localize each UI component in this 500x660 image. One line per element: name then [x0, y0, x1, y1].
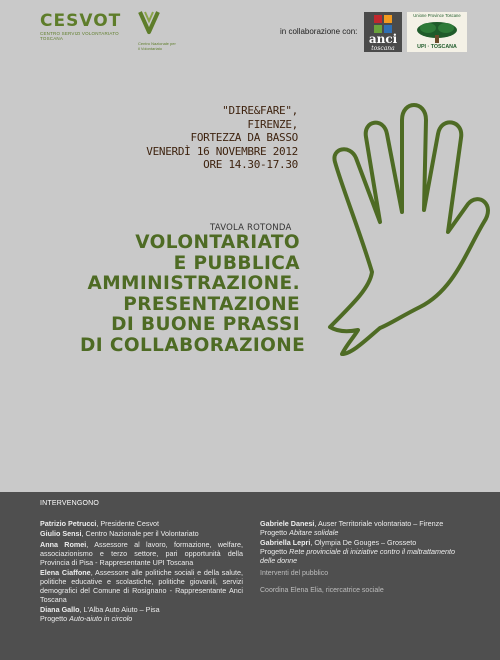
speaker-role: , L'Alba Auto Aiuto – Pisa [79, 605, 160, 615]
event-time: ORE 14.30-17.30 [203, 158, 298, 171]
speaker-name: Gabriella Lepri [260, 538, 311, 548]
speaker-role: , Centro Nazionale per il Volontariato [81, 529, 199, 539]
anci-wordmark: anci [368, 32, 398, 46]
project-title: Abitare solidale [289, 527, 339, 537]
hand-outline-icon [320, 92, 495, 357]
csv-subtitle: Centro Nazionale per il Volontariato [138, 41, 176, 51]
speaker-name: Diana Gallo [40, 605, 80, 615]
speaker-project [40, 615, 243, 624]
anci-region: toscana [371, 45, 395, 52]
coordinator-line: Coordina Elena Elia, ricercatrice sociale [260, 586, 384, 594]
project-label: Progetto [260, 547, 290, 557]
speaker-role: , Auser Territoriale volontariato – Firenze [314, 519, 444, 528]
cesvot-logo [40, 12, 140, 41]
event-title [80, 232, 306, 356]
project-title: Auto-aiuto in circolo [69, 614, 133, 624]
title-line: VOLONTARIATO [135, 232, 300, 253]
speaker-name: Patrizio Petrucci [40, 519, 97, 528]
speaker-project [260, 548, 465, 566]
anci-logo [364, 12, 402, 52]
anci-squares-icon [374, 15, 392, 33]
event-date: VENERDÌ 16 NOVEMBRE 2012 [146, 144, 298, 158]
title-line: AMMINISTRAZIONE. [87, 273, 300, 294]
upi-label: UPI · TOSCANA [417, 44, 457, 50]
title-line: PRESENTAZIONE [123, 293, 300, 315]
title-line: E PUBBLICA [173, 252, 300, 274]
speakers-left-column [40, 520, 243, 624]
cesvot-subtitle: CENTRO SERVIZI VOLONTARIATO TOSCANA [40, 31, 119, 41]
project-label: Progetto [260, 527, 290, 537]
event-venue: "DIRE&FARE", [222, 104, 298, 117]
csv-logo [138, 10, 178, 51]
csv-v-icon [138, 10, 160, 36]
speakers-right-column [260, 520, 465, 596]
speaker-role: , Assessore al lavoro, formazione, welfare, associazionismo e terzo settore, pari opportunità della Provincia di Pisa - Rappresentante UPI Toscana [40, 539, 243, 567]
project-title: Rete provinciale di iniziative contro il maltrattamento delle donne [260, 547, 455, 566]
speaker-role: , Olympia De Gouges – Grosseto [310, 538, 417, 548]
speaker-entry [40, 569, 243, 605]
public-interventions: Interventi del pubblico [260, 570, 329, 578]
speakers-heading: INTERVENGONO [40, 500, 100, 507]
speaker-name: Gabriele Danesi [260, 519, 315, 528]
collaboration-label: in collaborazione con: [280, 27, 358, 36]
speaker-name: Elena Ciaffone [40, 568, 91, 578]
cesvot-wordmark: CESVOT [40, 11, 122, 31]
speaker-name: Giulio Sensi [40, 529, 82, 539]
title-line: DI COLLABORAZIONE [80, 334, 306, 356]
speaker-project [260, 529, 465, 538]
title-line: DI BUONE PRASSI [111, 314, 300, 335]
speaker-entry [40, 520, 243, 529]
upi-tree-icon [415, 20, 459, 44]
event-location: FORTEZZA DA BASSO [190, 131, 298, 144]
speaker-role: , Assessore alle politiche sociali e della salute, politiche educative e scolastiche, politiche giovanili, servizi demografici del Comune di Rosignano - Rappresentante Anci Toscana [40, 568, 243, 604]
project-label: Progetto [40, 614, 70, 624]
speaker-entry [40, 530, 243, 539]
upi-logo [407, 12, 467, 52]
round-table-label: TAVOLA ROTONDA [210, 223, 292, 233]
event-info [120, 104, 298, 172]
upi-title: Unione Province Toscane [413, 13, 461, 18]
speaker-entry [40, 541, 243, 568]
speaker-name: Anna Romei [40, 539, 87, 549]
speaker-role: , Presidente Cesvot [96, 519, 160, 528]
event-city: FIRENZE, [247, 117, 298, 131]
